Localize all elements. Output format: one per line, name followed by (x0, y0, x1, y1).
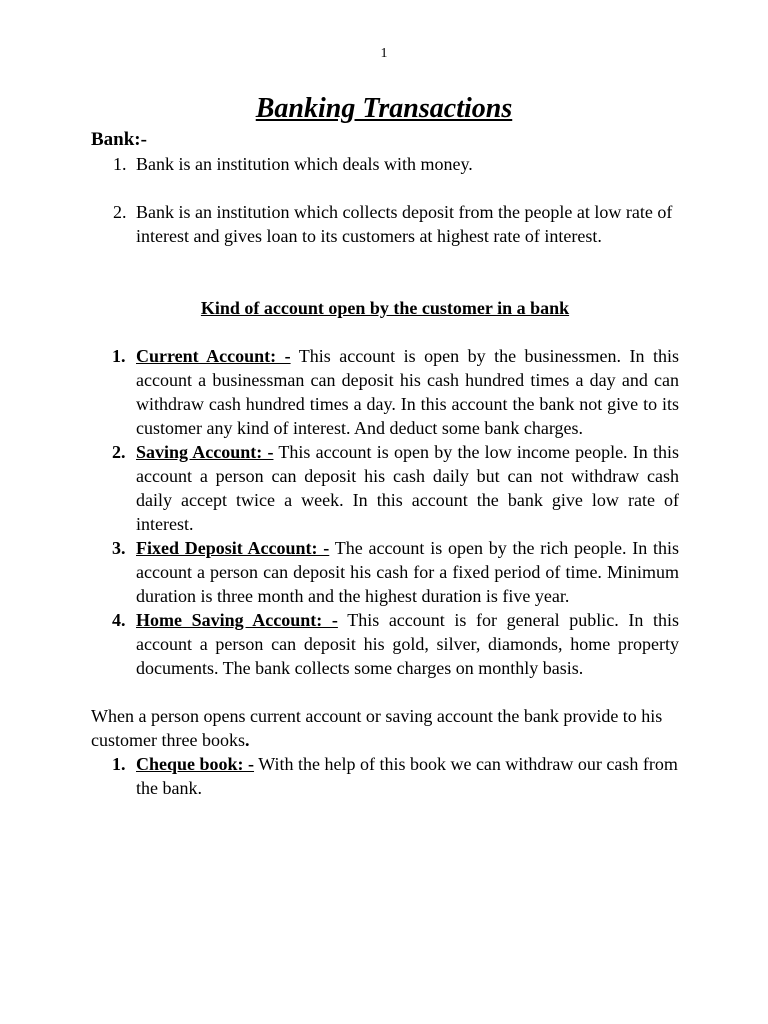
account-term: Current Account: - (136, 346, 291, 366)
book-item (91, 752, 679, 800)
bank-definitions-list (91, 152, 679, 248)
books-intro-paragraph (91, 704, 679, 752)
document-body (91, 128, 679, 800)
account-description: This account is open by the low income people. In this account a person can deposit his cash daily but can not withdraw cash daily accept twice a week. In this account the bank give low rate of interest. (136, 442, 680, 534)
list-item (91, 152, 679, 176)
account-item (91, 608, 679, 680)
account-item (91, 536, 679, 608)
list-marker: 2. (112, 442, 126, 462)
accounts-list (91, 344, 679, 680)
list-item-text: Bank is an institution which collects deposit from the people at low rate of interest and gives loan to its customers at highest rate of interest. (136, 202, 673, 246)
account-term: Home Saving Account: - (136, 610, 338, 630)
list-marker: 1. (112, 346, 126, 366)
book-term: Cheque book: - (136, 754, 255, 774)
account-item (91, 344, 679, 440)
account-description: The account is open by the rich people. In this account a person can deposit his cash for a fixed period of time. Minimum duration is three month and the highest duration is five year. (136, 538, 680, 606)
books-intro-period: . (244, 730, 250, 750)
list-item-text: Bank is an institution which deals with money. (136, 154, 473, 174)
books-list (91, 752, 679, 800)
account-term: Fixed Deposit Account: - (136, 538, 330, 558)
list-item (91, 200, 679, 248)
list-marker: 2. (113, 202, 127, 222)
account-description: This account is for general public. In this account a person can deposit his gold, silver, diamonds, home property documents. The bank collects some charges on monthly basis. (136, 610, 680, 678)
account-description: This account is open by the businessmen. In this account a businessman can deposit his cash hundred times a day and can withdraw cash hundred times a day. In this account the bank not give to its customer any kind of interest. And deduct some bank charges. (136, 346, 679, 438)
list-marker: 3. (112, 538, 126, 558)
bank-heading: Bank:- (91, 129, 147, 150)
list-marker: 1. (112, 754, 126, 774)
books-intro-text: When a person opens current account or saving account the bank provide to his customer three books (91, 706, 663, 750)
account-item (91, 440, 679, 536)
account-term: Saving Account: - (136, 442, 274, 462)
page-number: 1 (380, 46, 388, 61)
accounts-heading: Kind of account open by the customer in a bank (200, 298, 570, 318)
document-title: Banking Transactions (255, 93, 513, 124)
book-description: With the help of this book we can withdraw our cash from the bank. (136, 754, 678, 798)
list-marker: 1. (113, 154, 127, 174)
list-marker: 4. (112, 610, 126, 630)
